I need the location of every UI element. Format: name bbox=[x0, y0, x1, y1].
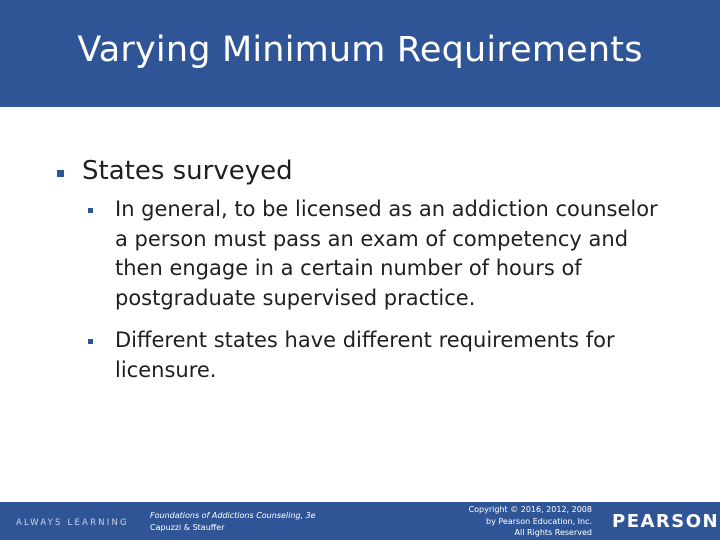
sub-bullet-text-1: In general, to be licensed as an addiction counselor a person must pass an exam of competency and then engage in a certain number of hours of postgraduate supervised practice. bbox=[115, 197, 658, 310]
sub-bullet-text-2: Different states have different requirements for licensure. bbox=[115, 328, 615, 382]
footer-bar bbox=[0, 502, 720, 540]
copyright-line-3: All Rights Reserved bbox=[514, 528, 592, 537]
pearson-logo: PEARSON bbox=[612, 511, 720, 532]
bullet-text: States surveyed bbox=[82, 156, 293, 186]
bullet-square-icon bbox=[57, 170, 64, 177]
copyright-line-1: Copyright © 2016, 2012, 2008 bbox=[468, 505, 592, 514]
copyright-line-2: by Pearson Education, Inc. bbox=[486, 516, 592, 526]
footer-book-authors: Capuzzi & Stauffer bbox=[150, 523, 225, 532]
sub-bullet-square-icon bbox=[88, 339, 93, 344]
footer-book-title: Foundations of Addictions Counseling, 3e bbox=[150, 511, 316, 520]
footer-copyright bbox=[400, 504, 592, 539]
sub-bullet-square-icon bbox=[88, 208, 93, 213]
footer-book-info bbox=[150, 510, 316, 534]
footer-tagline: ALWAYS LEARNING bbox=[16, 518, 129, 528]
slide-title: Varying Minimum Requirements bbox=[77, 30, 643, 70]
